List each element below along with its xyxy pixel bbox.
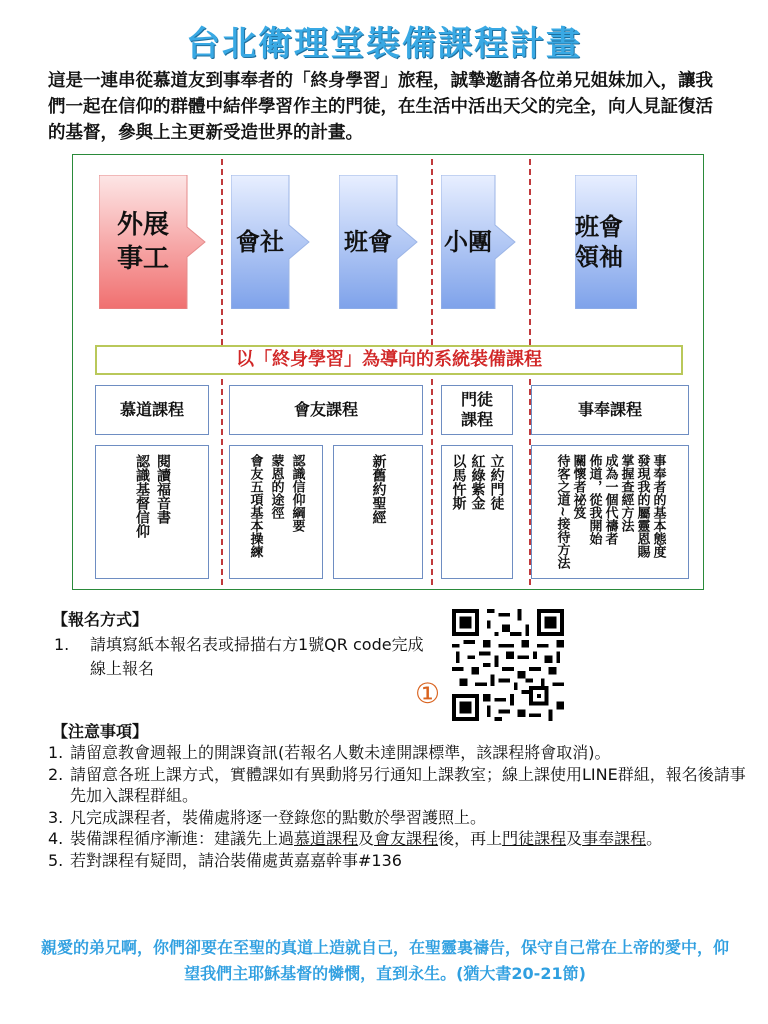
stage-smallgroup [441,175,517,309]
course-item: 成為一個代禱者 [602,454,618,545]
note-text: 請留意教會週報上的開課資訊(若報名人數未達開課標準，該課程將會取消)。 [70,743,611,762]
note-number: 5. [48,850,64,870]
course-item: 蒙恩的途徑 [268,454,284,519]
note-item [48,742,748,764]
stage-label: 外展事工 [116,210,169,274]
stage-label: 會社 [236,228,284,256]
course-box-disciple [441,445,513,579]
course-item: 掌握查經方法 [618,454,634,532]
course-list [370,454,387,578]
category-disciple-label: 門徒課程 [460,390,493,429]
note-item [48,850,748,872]
closing-verse: 親愛的弟兄啊，你們卻要在至聖的真道上造就自己，在聖靈裏禱告，保守自己常在上帝的愛中，仰望我們主耶穌基督的憐憫，直到永生。(猶大書20-21節) [40,938,729,983]
stage-label: 班會領袖 [575,213,623,271]
note-text: 裝備課程循序漸進：建議先上過 [70,829,295,848]
note-text: 請留意各班上課方式，實體課如有異動將另行通知上課教室；線上課使用LINE群組，報名後請事先加入課程群組。 [70,764,746,805]
course-item: 關懷者祕笈 [570,454,586,519]
qr-number-badge: ① [415,677,441,710]
stage-label: 班會 [344,228,392,256]
course-list [133,454,171,578]
note-highlight: 會友課程 [374,829,439,848]
note-number: 1. [48,743,64,762]
course-item: 認識基督信仰 [134,454,150,538]
note-text: 後，再上 [438,829,503,848]
note-text: 及 [566,829,583,848]
note-item [48,828,748,850]
note-text: 凡完成課程者，裝備處將逐一登錄您的點數於學習護照上。 [70,807,487,827]
course-diagram [72,154,704,590]
category-disciple [441,385,513,435]
course-item: 發現我的屬靈恩賜 [634,454,650,558]
note-item [48,807,748,829]
stage-label: 小團 [444,228,492,256]
course-item: 事奉者的基本態度 [650,454,666,558]
note-number: 4. [48,829,64,848]
page-title: 台北衛理堂裝備課程計畫 [186,24,582,64]
course-item: 閱讀福音書 [155,454,171,524]
category-service: 事奉課程 [531,385,689,435]
course-box-member-2 [333,445,423,579]
course-box-service [531,445,689,579]
note-highlight: 慕道課程 [294,829,359,848]
course-item: 待客之道~接待方法 [554,454,570,569]
category-member: 會友課程 [229,385,423,435]
signup-number: 1. [54,635,70,654]
signup-text: 請填寫紙本報名表或掃描右方1號QR code完成線上報名 [90,635,424,678]
stage-outreach [99,175,207,309]
note-number: 2. [48,764,64,784]
course-item: 認識信仰綱要 [289,454,305,532]
diagram-banner: 以「終身學習」為導向的系統裝備課程 [95,345,683,375]
course-list [247,454,306,578]
notes-list [48,742,748,871]
note-number: 3. [48,807,64,827]
notes-heading: 【注意事項】 [52,722,149,741]
stage-leader [575,175,637,309]
course-item: 紅綠紫金 [469,454,486,510]
note-highlight: 事奉課程 [582,829,647,848]
signup-heading: 【報名方式】 [52,610,149,629]
course-item: 以馬忤斯 [450,454,467,510]
category-seeker: 慕道課程 [95,385,209,435]
stage-class [339,175,419,309]
course-list [450,454,505,578]
stage-society [231,175,311,309]
note-text: 。 [646,829,663,848]
signup-item [48,633,428,681]
course-item: 會友五項基本操練 [247,454,263,558]
course-item: 新舊約聖經 [370,454,387,524]
course-item: 立約門徒 [488,454,505,510]
note-item [48,764,748,807]
course-box-seeker [95,445,209,579]
course-box-member-1 [229,445,323,579]
course-list [555,454,666,578]
note-highlight: 門徒課程 [502,829,567,848]
course-item: 佈道，從我開始 [586,454,602,545]
intro-paragraph: 這是一連串從慕道友到事奉者的「終身學習」旅程，誠摯邀請各位弟兄姐妹加入，讓我們一起在信仰的群體中結伴學習作主的門徒，在生活中活出天父的完全，向人見証復活的基督，參與上主更新受造世界的計畫。 [48,71,713,143]
note-text: 若對課程有疑問，請洽裝備處黃嘉嘉幹事#136 [70,850,402,870]
note-text: 及 [358,829,375,848]
qr-code-icon[interactable] [452,609,564,721]
